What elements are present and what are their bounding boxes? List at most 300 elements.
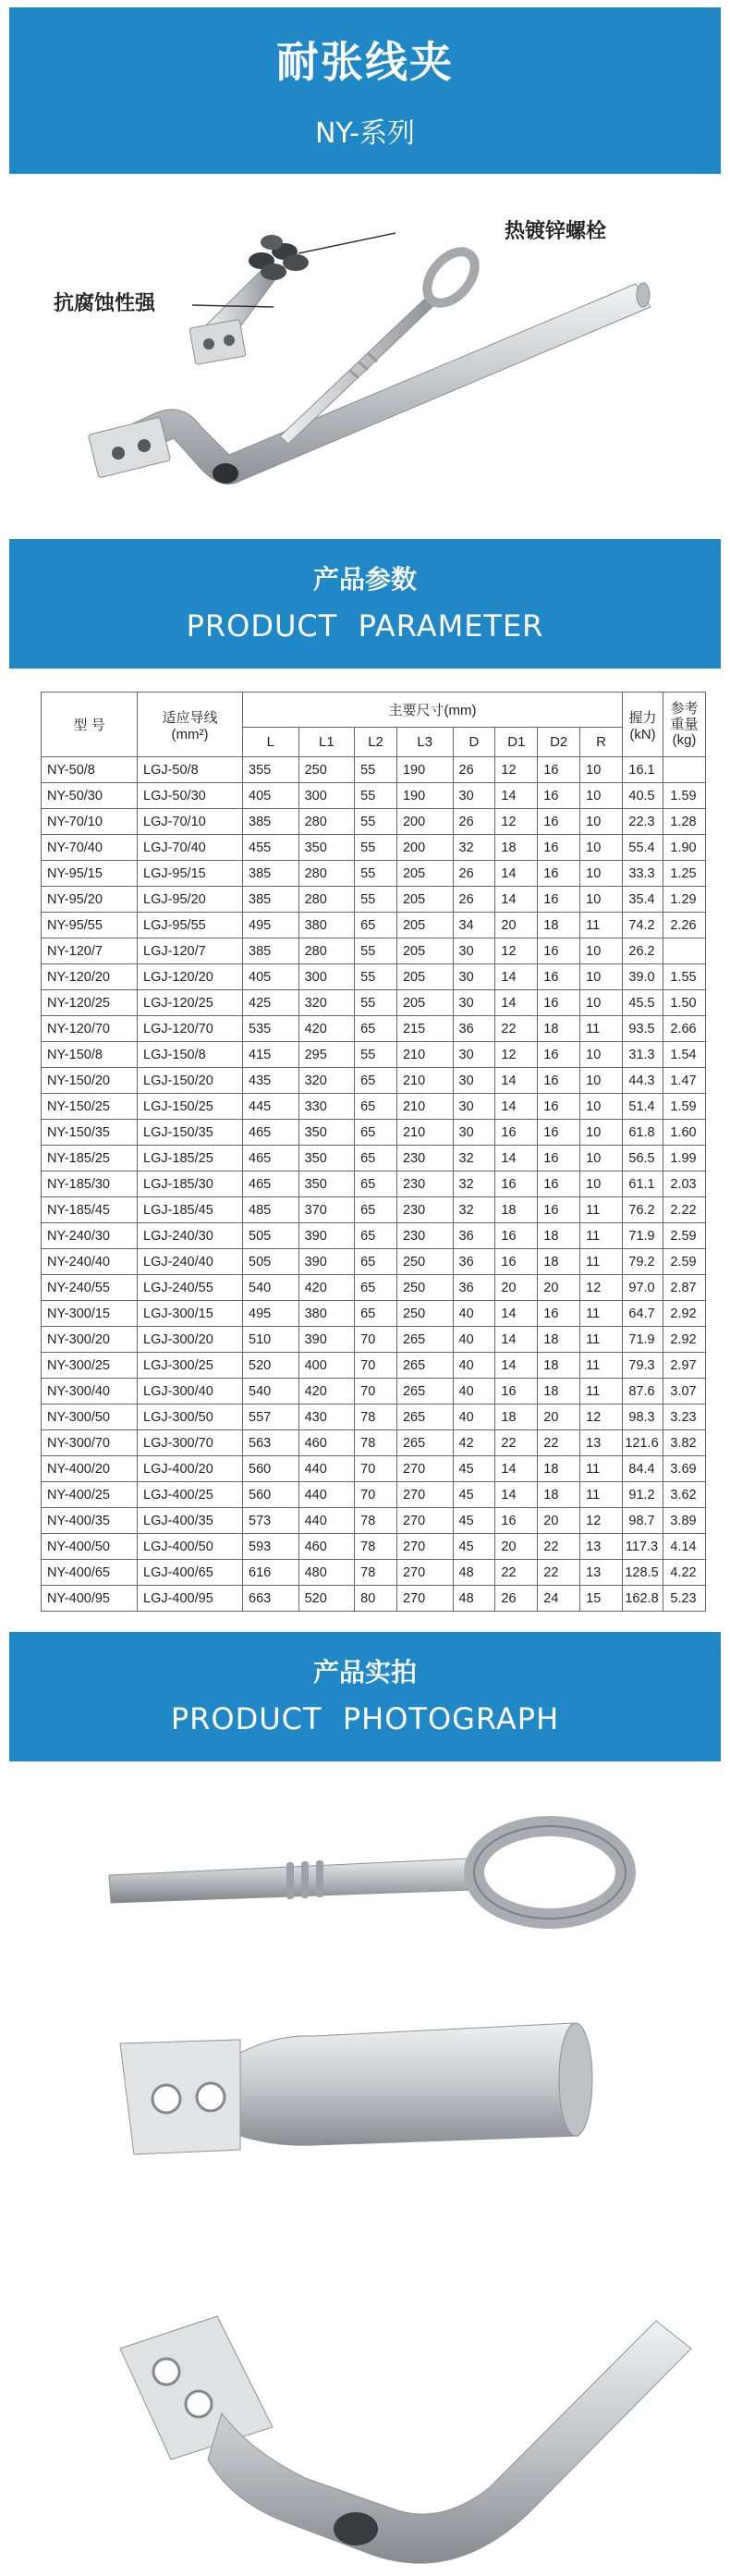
cell-dimension: 205 xyxy=(396,861,453,887)
cell-dimension: 210 xyxy=(396,1120,453,1146)
header-model: 型 号 xyxy=(42,693,138,757)
cell-dimension: 36 xyxy=(453,1016,495,1042)
cell-dimension: 16 xyxy=(538,757,580,783)
cell-dimension: 265 xyxy=(396,1327,453,1353)
header-weight xyxy=(663,693,706,757)
cell-dimension: 45 xyxy=(453,1508,495,1534)
cell-dimension: 10 xyxy=(580,990,623,1016)
cell-weight: 2.59 xyxy=(663,1223,706,1249)
cell-dimension: 385 xyxy=(243,861,299,887)
cell-dimension: 11 xyxy=(580,913,623,938)
cell-conductor: LGJ-120/7 xyxy=(138,938,243,964)
cell-conductor: LGJ-185/30 xyxy=(138,1171,243,1197)
cell-dimension: 13 xyxy=(580,1534,623,1560)
cell-dimension: 65 xyxy=(355,1120,397,1146)
cell-conductor: LGJ-185/45 xyxy=(138,1197,243,1223)
header-weight-line1: 参考 xyxy=(670,700,699,717)
cell-weight: 1.50 xyxy=(663,990,706,1016)
cell-dimension: 14 xyxy=(495,1301,538,1327)
cell-dimension: 70 xyxy=(355,1353,397,1379)
cell-conductor: LGJ-95/20 xyxy=(138,887,243,913)
cell-conductor: LGJ-95/15 xyxy=(138,861,243,887)
cell-dimension: 34 xyxy=(453,913,495,938)
table-row xyxy=(42,1482,706,1508)
cell-dimension: 420 xyxy=(298,1016,355,1042)
cell-dimension: 18 xyxy=(538,1223,580,1249)
cell-model: NY-50/30 xyxy=(42,783,138,809)
cell-dimension: 560 xyxy=(243,1456,299,1482)
cell-dimension: 380 xyxy=(298,913,355,938)
cell-conductor: LGJ-150/8 xyxy=(138,1042,243,1068)
cell-dimension: 10 xyxy=(580,938,623,964)
cell-dimension: 355 xyxy=(243,757,299,783)
cell-grip: 74.2 xyxy=(623,913,663,938)
cell-dimension: 18 xyxy=(495,1405,538,1430)
cell-dimension: 40 xyxy=(453,1353,495,1379)
cell-dimension: 495 xyxy=(243,1301,299,1327)
page-title: 耐张线夹 xyxy=(276,37,454,87)
cell-dimension: 616 xyxy=(243,1560,299,1586)
cell-dimension: 460 xyxy=(298,1534,355,1560)
cell-dimension: 55 xyxy=(355,835,397,861)
cell-weight: 5.23 xyxy=(663,1586,706,1612)
tension-clamp-drawing xyxy=(44,205,686,503)
table-row xyxy=(42,1379,706,1405)
header-dim-d1: D1 xyxy=(495,728,538,757)
cell-conductor: LGJ-150/20 xyxy=(138,1068,243,1094)
cell-dimension: 22 xyxy=(495,1430,538,1456)
header-dim-d: D xyxy=(453,728,495,757)
cell-dimension: 250 xyxy=(396,1249,453,1275)
cell-dimension: 16 xyxy=(495,1171,538,1197)
cell-dimension: 280 xyxy=(298,887,355,913)
cell-grip: 79.3 xyxy=(623,1353,663,1379)
cell-dimension: 400 xyxy=(298,1353,355,1379)
cell-dimension: 40 xyxy=(453,1405,495,1430)
cell-dimension: 10 xyxy=(580,1171,623,1197)
cell-dimension: 14 xyxy=(495,887,538,913)
cell-dimension: 48 xyxy=(453,1560,495,1586)
cell-model: NY-240/55 xyxy=(42,1275,138,1301)
cell-conductor: LGJ-120/25 xyxy=(138,990,243,1016)
cell-weight: 1.59 xyxy=(663,1094,706,1120)
cell-dimension: 200 xyxy=(396,835,453,861)
cell-weight: 4.22 xyxy=(663,1560,706,1586)
table-row xyxy=(42,1146,706,1171)
cell-weight: 1.25 xyxy=(663,861,706,887)
cell-dimension: 16 xyxy=(538,887,580,913)
cell-dimension: 270 xyxy=(396,1586,453,1612)
cell-conductor: LGJ-120/70 xyxy=(138,1016,243,1042)
cell-dimension: 18 xyxy=(538,1353,580,1379)
header-grip-label: 握力 xyxy=(628,709,657,726)
cell-dimension: 14 xyxy=(495,1482,538,1508)
cell-grip: 97.0 xyxy=(623,1275,663,1301)
cell-grip: 121.6 xyxy=(623,1430,663,1456)
cell-weight: 3.23 xyxy=(663,1405,706,1430)
cell-model: NY-300/40 xyxy=(42,1379,138,1405)
cell-grip: 55.4 xyxy=(623,835,663,861)
cell-dimension: 14 xyxy=(495,1353,538,1379)
cell-dimension: 505 xyxy=(243,1249,299,1275)
cell-conductor: LGJ-240/55 xyxy=(138,1275,243,1301)
cell-weight: 3.89 xyxy=(663,1508,706,1534)
table-row xyxy=(42,783,706,809)
cell-dimension: 18 xyxy=(538,1249,580,1275)
cell-dimension: 36 xyxy=(453,1249,495,1275)
cell-dimension: 270 xyxy=(396,1456,453,1482)
cell-dimension: 510 xyxy=(243,1327,299,1353)
cell-dimension: 14 xyxy=(495,1327,538,1353)
cell-dimension: 30 xyxy=(453,1120,495,1146)
cell-conductor: LGJ-240/40 xyxy=(138,1249,243,1275)
cell-dimension: 205 xyxy=(396,887,453,913)
cell-dimension: 385 xyxy=(243,887,299,913)
cell-dimension: 22 xyxy=(538,1560,580,1586)
cell-dimension: 350 xyxy=(298,1120,355,1146)
table-row xyxy=(42,1508,706,1534)
cell-weight: 2.97 xyxy=(663,1353,706,1379)
cell-dimension: 48 xyxy=(453,1586,495,1612)
cell-dimension: 10 xyxy=(580,757,623,783)
cell-dimension: 32 xyxy=(453,1146,495,1171)
cell-dimension: 385 xyxy=(243,809,299,835)
section-title-en: PRODUCT PARAMETER xyxy=(186,608,544,644)
cell-dimension: 20 xyxy=(495,1275,538,1301)
cell-dimension: 16 xyxy=(538,1171,580,1197)
callout-corrosion-label: 抗腐蚀性强 xyxy=(54,292,156,315)
cell-grip: 162.8 xyxy=(623,1586,663,1612)
cell-dimension: 405 xyxy=(243,783,299,809)
cell-dimension: 20 xyxy=(538,1508,580,1534)
header-weight-line2: 重量 xyxy=(670,716,699,732)
cell-dimension: 563 xyxy=(243,1430,299,1456)
cell-dimension: 250 xyxy=(298,757,355,783)
cell-conductor: LGJ-400/35 xyxy=(138,1508,243,1534)
cell-conductor: LGJ-400/25 xyxy=(138,1482,243,1508)
cell-dimension: 32 xyxy=(453,1197,495,1223)
cell-grip: 71.9 xyxy=(623,1223,663,1249)
cell-dimension: 265 xyxy=(396,1405,453,1430)
cell-dimension: 30 xyxy=(453,1042,495,1068)
cell-dimension: 26 xyxy=(453,757,495,783)
cell-dimension: 330 xyxy=(298,1094,355,1120)
cell-dimension: 10 xyxy=(580,964,623,990)
cell-conductor: LGJ-240/30 xyxy=(138,1223,243,1249)
clamp-body-image xyxy=(9,2006,721,2219)
header-dim-d2: D2 xyxy=(538,728,580,757)
cell-dimension: 11 xyxy=(580,1301,623,1327)
cell-dimension: 14 xyxy=(495,861,538,887)
cell-dimension: 16 xyxy=(538,783,580,809)
cell-dimension: 280 xyxy=(298,938,355,964)
cell-dimension: 520 xyxy=(243,1353,299,1379)
cell-dimension: 16 xyxy=(538,835,580,861)
cell-dimension: 250 xyxy=(396,1301,453,1327)
cell-weight: 4.14 xyxy=(663,1534,706,1560)
cell-dimension: 36 xyxy=(453,1223,495,1249)
cell-dimension: 78 xyxy=(355,1560,397,1586)
cell-weight: 1.29 xyxy=(663,887,706,913)
cell-dimension: 12 xyxy=(495,809,538,835)
callout-line-bolt xyxy=(298,233,395,253)
cell-dimension: 40 xyxy=(453,1379,495,1405)
cell-conductor: LGJ-150/25 xyxy=(138,1094,243,1120)
cell-conductor: LGJ-300/50 xyxy=(138,1405,243,1430)
cell-dimension: 11 xyxy=(580,1379,623,1405)
cell-weight: 2.22 xyxy=(663,1197,706,1223)
cell-dimension: 390 xyxy=(298,1223,355,1249)
cell-dimension: 32 xyxy=(453,1171,495,1197)
cell-dimension: 445 xyxy=(243,1094,299,1120)
cell-grip: 26.2 xyxy=(623,938,663,964)
cell-dimension: 370 xyxy=(298,1197,355,1223)
cell-dimension: 465 xyxy=(243,1146,299,1171)
cell-dimension: 10 xyxy=(580,861,623,887)
cell-dimension: 205 xyxy=(396,964,453,990)
cell-dimension: 16 xyxy=(538,1146,580,1171)
table-row xyxy=(42,757,706,783)
cell-model: NY-150/25 xyxy=(42,1094,138,1120)
table-row xyxy=(42,1120,706,1146)
cell-model: NY-150/20 xyxy=(42,1068,138,1094)
cell-conductor: LGJ-120/20 xyxy=(138,964,243,990)
cell-dimension: 16 xyxy=(538,990,580,1016)
photo-bent-tube xyxy=(9,2228,721,2576)
cell-dimension: 32 xyxy=(453,835,495,861)
parameter-table-container xyxy=(41,692,706,1612)
cell-model: NY-150/8 xyxy=(42,1042,138,1068)
cell-model: NY-120/25 xyxy=(42,990,138,1016)
cell-dimension: 20 xyxy=(495,913,538,938)
cell-dimension: 320 xyxy=(298,1068,355,1094)
cell-model: NY-185/25 xyxy=(42,1146,138,1171)
cell-dimension: 18 xyxy=(538,1379,580,1405)
page-subtitle: NY-系列 xyxy=(314,117,416,150)
table-row xyxy=(42,1353,706,1379)
cell-grip: 76.2 xyxy=(623,1197,663,1223)
cell-dimension: 210 xyxy=(396,1042,453,1068)
cell-conductor: LGJ-150/35 xyxy=(138,1120,243,1146)
header-weight-line3: (kg) xyxy=(672,732,697,749)
cell-weight: 2.87 xyxy=(663,1275,706,1301)
cell-dimension: 205 xyxy=(396,938,453,964)
cell-dimension: 42 xyxy=(453,1430,495,1456)
table-row xyxy=(42,1405,706,1430)
callout-line-corrosion xyxy=(192,305,274,307)
cell-dimension: 22 xyxy=(538,1534,580,1560)
cell-dimension: 11 xyxy=(580,1016,623,1042)
table-row xyxy=(42,1068,706,1094)
cell-dimension: 45 xyxy=(453,1456,495,1482)
cell-dimension: 40 xyxy=(453,1301,495,1327)
table-row xyxy=(42,1327,706,1353)
cell-dimension: 205 xyxy=(396,913,453,938)
cell-weight: 1.99 xyxy=(663,1146,706,1171)
section-banner-photograph xyxy=(9,1632,721,1761)
cell-dimension: 12 xyxy=(495,757,538,783)
cell-model: NY-400/50 xyxy=(42,1534,138,1560)
cell-dimension: 535 xyxy=(243,1016,299,1042)
table-row xyxy=(42,1560,706,1586)
cell-conductor: LGJ-185/25 xyxy=(138,1146,243,1171)
bent-tube-image xyxy=(9,2228,721,2576)
cell-dimension: 65 xyxy=(355,1068,397,1094)
table-row xyxy=(42,861,706,887)
cell-dimension: 435 xyxy=(243,1068,299,1094)
cell-dimension: 16 xyxy=(495,1223,538,1249)
cell-dimension: 26 xyxy=(453,809,495,835)
cell-dimension: 20 xyxy=(538,1275,580,1301)
cell-conductor: LGJ-400/50 xyxy=(138,1534,243,1560)
table-row xyxy=(42,990,706,1016)
cell-dimension: 65 xyxy=(355,1275,397,1301)
cell-dimension: 350 xyxy=(298,1146,355,1171)
header-dim-l1: L1 xyxy=(298,728,355,757)
cell-conductor: LGJ-300/70 xyxy=(138,1430,243,1456)
cell-dimension: 22 xyxy=(495,1560,538,1586)
cell-dimension: 210 xyxy=(396,1068,453,1094)
cell-dimension: 16 xyxy=(495,1379,538,1405)
cell-dimension: 11 xyxy=(580,1327,623,1353)
cell-model: NY-300/70 xyxy=(42,1430,138,1456)
cell-dimension: 16 xyxy=(538,1042,580,1068)
cell-dimension: 65 xyxy=(355,1301,397,1327)
cell-dimension: 26 xyxy=(453,887,495,913)
cell-dimension: 300 xyxy=(298,964,355,990)
cell-grip: 39.0 xyxy=(623,964,663,990)
header-conductor xyxy=(138,693,243,757)
cell-dimension: 14 xyxy=(495,1146,538,1171)
header-banner xyxy=(9,7,721,174)
cell-weight: 2.66 xyxy=(663,1016,706,1042)
cell-dimension: 78 xyxy=(355,1508,397,1534)
cell-dimension: 13 xyxy=(580,1560,623,1586)
cell-dimension: 10 xyxy=(580,809,623,835)
cell-dimension: 16 xyxy=(538,809,580,835)
cell-dimension: 30 xyxy=(453,1068,495,1094)
cell-conductor: LGJ-400/95 xyxy=(138,1586,243,1612)
cell-dimension: 230 xyxy=(396,1171,453,1197)
cell-dimension: 14 xyxy=(495,1456,538,1482)
cell-dimension: 10 xyxy=(580,1094,623,1120)
cell-grip: 91.2 xyxy=(623,1482,663,1508)
cell-model: NY-120/70 xyxy=(42,1016,138,1042)
table-row xyxy=(42,1534,706,1560)
cell-grip: 84.4 xyxy=(623,1456,663,1482)
cell-dimension: 11 xyxy=(580,1223,623,1249)
cell-grip: 79.2 xyxy=(623,1249,663,1275)
cell-grip: 45.5 xyxy=(623,990,663,1016)
table-row xyxy=(42,1430,706,1456)
cell-dimension: 20 xyxy=(538,1405,580,1430)
cell-dimension: 12 xyxy=(495,938,538,964)
cell-dimension: 11 xyxy=(580,1353,623,1379)
cell-dimension: 65 xyxy=(355,913,397,938)
header-grip xyxy=(623,693,663,757)
cell-dimension: 14 xyxy=(495,964,538,990)
cell-dimension: 390 xyxy=(298,1249,355,1275)
table-row xyxy=(42,1301,706,1327)
cell-weight xyxy=(663,938,706,964)
cell-dimension: 480 xyxy=(298,1560,355,1586)
cell-dimension: 65 xyxy=(355,1016,397,1042)
cell-dimension: 455 xyxy=(243,835,299,861)
cell-dimension: 55 xyxy=(355,887,397,913)
cell-dimension: 190 xyxy=(396,757,453,783)
cell-dimension: 663 xyxy=(243,1586,299,1612)
cell-conductor: LGJ-400/65 xyxy=(138,1560,243,1586)
cell-dimension: 55 xyxy=(355,757,397,783)
table-row xyxy=(42,913,706,938)
cell-grip: 117.3 xyxy=(623,1534,663,1560)
cell-weight: 1.55 xyxy=(663,964,706,990)
cell-dimension: 18 xyxy=(495,1197,538,1223)
cell-dimension: 573 xyxy=(243,1508,299,1534)
cell-grip: 22.3 xyxy=(623,809,663,835)
cell-dimension: 40 xyxy=(453,1327,495,1353)
photo-eye-bolt xyxy=(9,1794,721,1988)
cell-model: NY-240/30 xyxy=(42,1223,138,1249)
header-dim-l: L xyxy=(243,728,299,757)
cell-weight: 2.03 xyxy=(663,1171,706,1197)
cell-grip: 61.1 xyxy=(623,1171,663,1197)
table-row xyxy=(42,1197,706,1223)
cell-dimension: 520 xyxy=(298,1586,355,1612)
cell-dimension: 14 xyxy=(495,1068,538,1094)
cell-dimension: 18 xyxy=(538,1482,580,1508)
cell-conductor: LGJ-300/20 xyxy=(138,1327,243,1353)
header-grip-unit: (kN) xyxy=(629,726,656,742)
cell-dimension: 11 xyxy=(580,1249,623,1275)
photo-clamp-body xyxy=(9,2006,721,2219)
table-row xyxy=(42,1223,706,1249)
cell-grip: 16.1 xyxy=(623,757,663,783)
cell-dimension: 557 xyxy=(243,1405,299,1430)
cell-grip: 31.3 xyxy=(623,1042,663,1068)
cell-dimension: 16 xyxy=(538,938,580,964)
cell-dimension: 30 xyxy=(453,1094,495,1120)
cell-dimension: 16 xyxy=(538,1197,580,1223)
cell-conductor: LGJ-70/10 xyxy=(138,809,243,835)
cell-dimension: 420 xyxy=(298,1379,355,1405)
cell-weight: 3.69 xyxy=(663,1456,706,1482)
cell-model: NY-400/65 xyxy=(42,1560,138,1586)
cell-dimension: 16 xyxy=(495,1249,538,1275)
cell-dimension: 495 xyxy=(243,913,299,938)
cell-dimension: 13 xyxy=(580,1430,623,1456)
section-title-zh: 产品实拍 xyxy=(312,1657,417,1687)
cell-dimension: 465 xyxy=(243,1171,299,1197)
cell-model: NY-120/20 xyxy=(42,964,138,990)
cell-dimension: 190 xyxy=(396,783,453,809)
cell-dimension: 24 xyxy=(538,1586,580,1612)
cell-weight: 1.28 xyxy=(663,809,706,835)
cell-dimension: 460 xyxy=(298,1430,355,1456)
cell-dimension: 390 xyxy=(298,1327,355,1353)
cell-dimension: 320 xyxy=(298,990,355,1016)
cell-model: NY-185/30 xyxy=(42,1171,138,1197)
cell-dimension: 230 xyxy=(396,1223,453,1249)
cell-dimension: 420 xyxy=(298,1275,355,1301)
cell-grip: 61.8 xyxy=(623,1120,663,1146)
cell-dimension: 540 xyxy=(243,1379,299,1405)
cell-weight: 3.82 xyxy=(663,1430,706,1456)
cell-dimension: 80 xyxy=(355,1586,397,1612)
cell-dimension: 12 xyxy=(580,1405,623,1430)
cell-weight: 1.59 xyxy=(663,783,706,809)
cell-dimension: 440 xyxy=(298,1508,355,1534)
